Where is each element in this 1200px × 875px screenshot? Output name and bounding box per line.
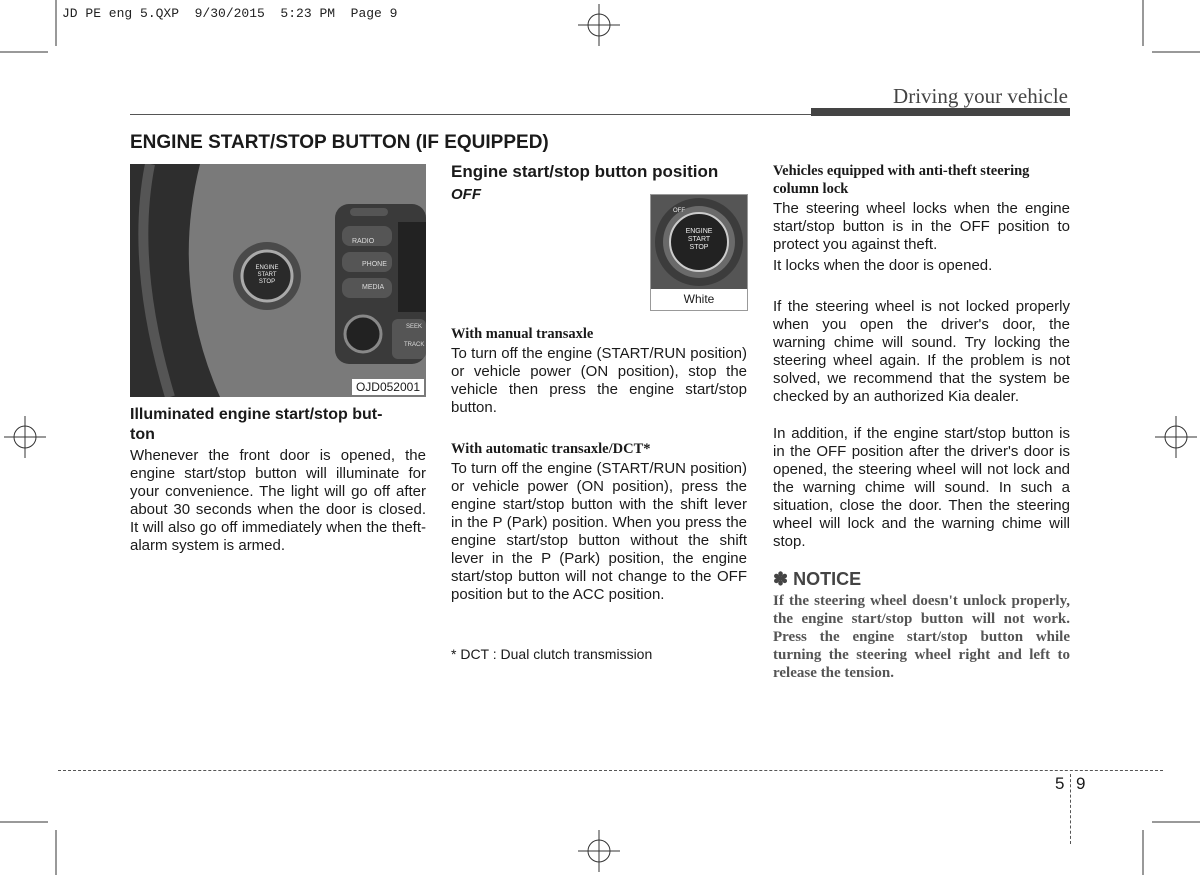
chapter-number: 5 — [1055, 774, 1065, 793]
illuminated-heading — [130, 405, 426, 445]
panel-label-radio: RADIO — [352, 238, 375, 245]
button-ring-off: OFF — [673, 208, 685, 214]
page-number-divider — [1070, 774, 1071, 844]
antitheft-p2: It locks when the door is opened. — [773, 257, 993, 274]
stop-label: STOP — [258, 279, 276, 285]
print-slug: JD PE eng 5.QXP 9/30/2015 5:23 PM Page 9 — [62, 6, 398, 21]
header-bar — [811, 108, 1070, 116]
notice-heading: ✽ NOTICE — [773, 569, 862, 589]
dashboard-photo — [130, 164, 426, 397]
position-heading: Engine start/stop button position — [451, 162, 719, 181]
illuminated-body: Whenever the front door is opened, the engine start/stop button will illuminate for your convenience. The light will go off after about 30 seconds when the door is closed. It will also go off immediately when the theft-alarm system is armed. — [130, 447, 426, 554]
auto-heading: With automatic transaxle/DCT* — [451, 441, 651, 457]
illuminated-heading-line2: ton — [130, 426, 155, 443]
start-label: START — [257, 272, 277, 278]
panel-label-phone: PHONE — [362, 261, 387, 268]
button-photo — [650, 194, 748, 311]
antitheft-p3: If the steering wheel is not locked properly when you open the driver's door, the warning chime will sound. Try locking the steering wheel again. If the problem is not solved, we recommend that the system be checked by an authorized Kia dealer. — [773, 298, 1070, 405]
button-photo-labels — [679, 228, 719, 252]
button-photo-engine: ENGINE — [685, 228, 713, 235]
engine-label: ENGINE — [255, 265, 279, 271]
position-off-label: OFF — [451, 186, 481, 203]
antitheft-p4: In addition, if the engine start/stop button is in the OFF position after the driver's door is opened, the steering wheel will not lock and the warning chime will sound. In such a situation, close the door. Then the steering wheel will lock and the warning chime will stop. — [773, 425, 1070, 550]
antitheft-p1: The steering wheel locks when the engine start/stop button is in the OFF position to protect you against theft. — [773, 200, 1070, 253]
panel-label-track: TRACK — [404, 342, 425, 348]
button-photo-start: START — [687, 236, 711, 243]
manual-body: To turn off the engine (START/RUN position) or vehicle power (ON position), stop the vehicle then press the engine start/stop button. — [451, 345, 747, 416]
button-photo-stop: STOP — [689, 244, 709, 251]
dct-footnote: * DCT : Dual clutch transmission — [451, 646, 653, 662]
auto-body: To turn off the engine (START/RUN position) or vehicle power (ON position), press the engine start/stop button with the shift lever in the P (Park) position. When you press the engine start/stop button without the shift lever in the P (Park) position, the engine start/stop button will not change to the OFF position but to the ACC position. — [451, 460, 747, 603]
panel-label-media: MEDIA — [362, 284, 385, 291]
notice-body: If the steering wheel doesn't unlock properly, the engine start/stop button will not work. Press the engine start/stop button while turning the steering wheel right and left to release the tension. — [773, 593, 1070, 681]
page-number: 9 — [1076, 774, 1086, 793]
manual-heading: With manual transaxle — [451, 326, 594, 342]
photo-code: OJD052001 — [352, 379, 424, 395]
antitheft-heading: Vehicles equipped with anti-theft steering column lock — [773, 163, 1030, 197]
button-photo-caption: White — [683, 292, 715, 306]
illuminated-heading-line1: Illuminated engine start/stop but- — [130, 406, 383, 423]
footer-dashed-rule — [58, 770, 1163, 771]
chapter-title: Driving your vehicle — [893, 84, 1068, 108]
panel-label-seek: SEEK — [406, 324, 423, 330]
button-labels — [251, 265, 283, 286]
section-title: ENGINE START/STOP BUTTON (IF EQUIPPED) — [130, 132, 549, 153]
